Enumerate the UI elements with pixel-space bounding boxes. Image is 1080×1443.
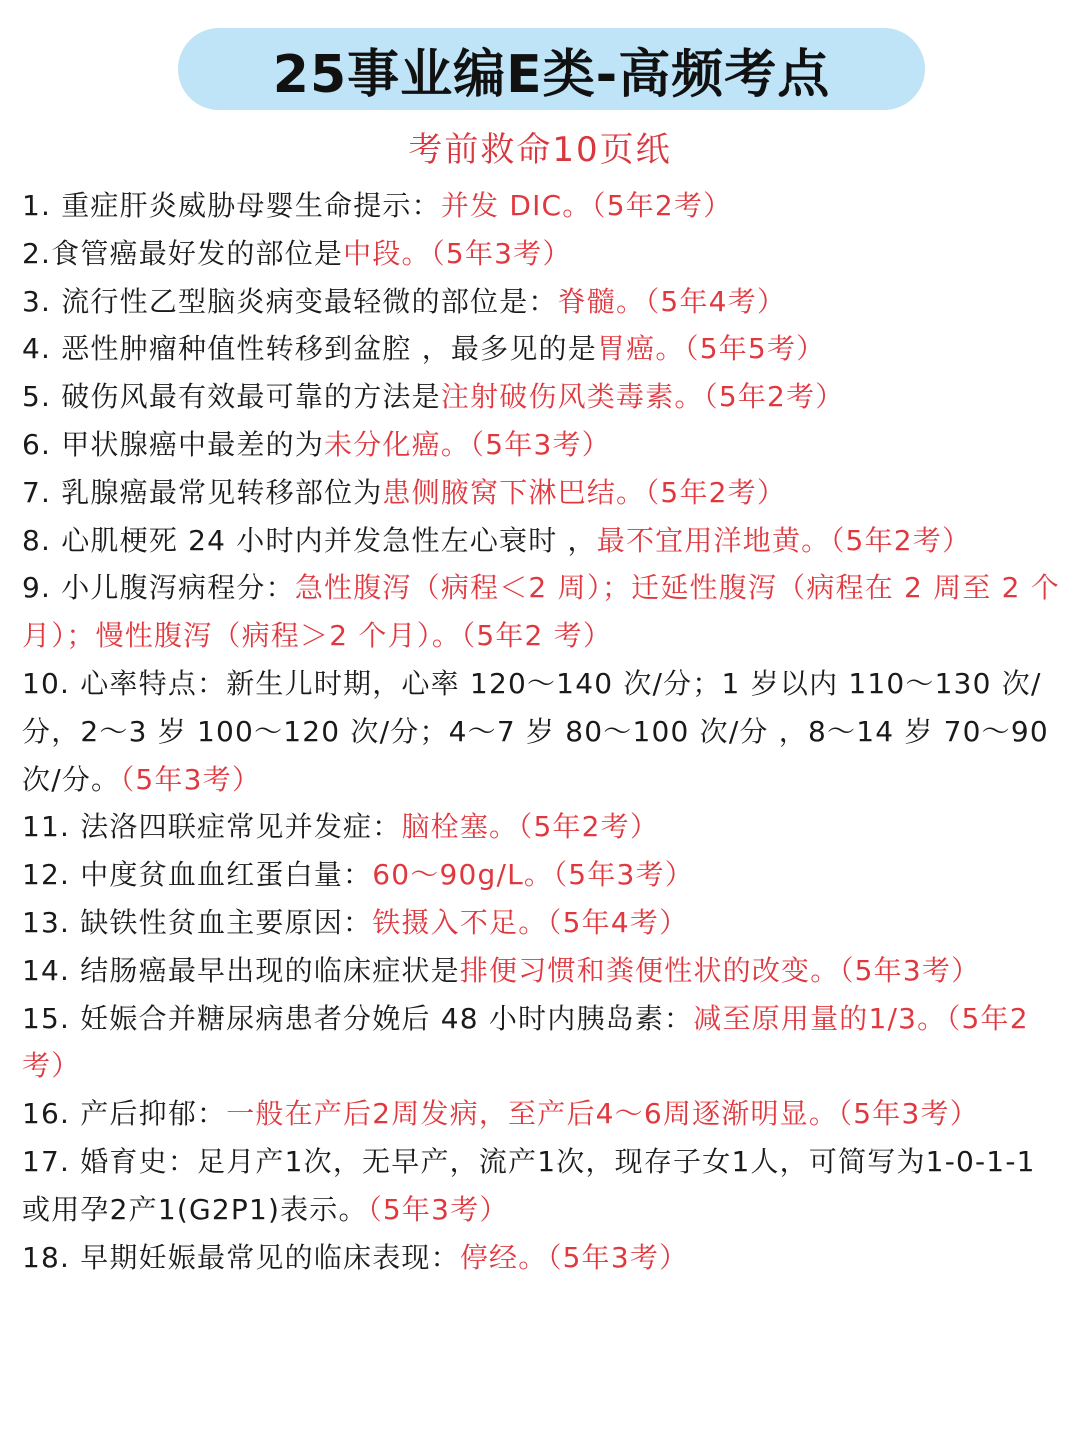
list-item: [22, 851, 1062, 899]
list-item: [22, 325, 1062, 373]
item-answer: 注射破伤风类毒素。（5年2考）: [440, 380, 845, 414]
list-item: [22, 995, 1062, 1091]
item-text: 1. 重症肝炎威胁母婴生命提示：: [22, 189, 441, 222]
list-item: [22, 230, 1062, 278]
item-answer: 最不宜用洋地黄。（5年2考）: [596, 523, 972, 557]
list-item: [22, 803, 1062, 851]
item-text: 5. 破伤风最有效最可靠的方法是: [22, 380, 441, 414]
list-item: [22, 278, 1062, 326]
item-text: 10. 心率特点：新生儿时期，心率 120～140 次/分；1 岁以内 110～130 次/分，2～3 岁 100～120 次/分；4～7 岁 80～100 次/分 ，8～14 岁 70～90 次/分。: [22, 666, 1049, 796]
item-answer: 铁摄入不足。（5年4考）: [372, 905, 689, 939]
item-answer: 脊髓。（5年4考）: [557, 284, 787, 318]
item-answer: 胃癌。（5年5考）: [596, 332, 826, 366]
item-text: 2.食管癌最好发的部位是: [22, 236, 344, 270]
key-points-list: [22, 182, 1062, 1281]
item-answer: 脑栓塞。（5年2考）: [401, 810, 660, 844]
item-text: 17. 婚育史：足月产1次，无早产，流产1次，现存子女1人，可简写为1-0-1-1或用孕2产1(G2P1)表示。: [22, 1144, 1036, 1226]
item-text: 12. 中度贫血血红蛋白量：: [22, 858, 373, 892]
page-title: 25事业编E类-高频考点: [272, 44, 831, 105]
item-text: 18. 早期妊娠最常见的临床表现：: [22, 1240, 460, 1274]
item-text: 14. 结肠癌最早出现的临床症状是: [22, 953, 460, 987]
item-text: 11. 法洛四联症常见并发症：: [22, 810, 402, 844]
list-item: [22, 564, 1062, 660]
item-answer: （5年3考）: [367, 1192, 509, 1226]
list-item: [22, 1138, 1062, 1234]
item-text: 6. 甲状腺癌中最差的为: [22, 427, 325, 461]
item-answer: 排便习惯和粪便性状的改变。（5年3考）: [459, 953, 981, 987]
list-item: [22, 660, 1062, 803]
list-item: [22, 373, 1062, 421]
list-item: [22, 947, 1062, 995]
item-text: 15. 妊娠合并糖尿病患者分娩后 48 小时内胰岛素：: [22, 1001, 694, 1035]
item-answer: 一般在产后2周发病，至产后4～6周逐渐明显。（5年3考）: [226, 1097, 979, 1131]
list-item: [22, 517, 1062, 565]
item-text: 13. 缺铁性贫血主要原因：: [22, 905, 373, 939]
item-text: 16. 产后抑郁：: [22, 1097, 227, 1131]
page-subtitle: 考前救命10页纸: [408, 130, 672, 170]
item-text: 7. 乳腺癌最常见转移部位为: [22, 475, 383, 509]
item-answer: 并发 DIC。（5年2考）: [440, 189, 733, 222]
item-answer: （5年3考）: [120, 762, 262, 796]
list-item: [22, 899, 1062, 947]
item-answer: 中段。（5年3考）: [343, 236, 572, 270]
list-item: [22, 182, 1062, 230]
item-answer: 未分化癌。（5年3考）: [324, 427, 611, 461]
item-answer: 停经。（5年3考）: [459, 1240, 689, 1274]
item-answer: 减至原用量的1/3。（5年2考）: [22, 1001, 1029, 1083]
item-text: 4. 恶性肿瘤种值性转移到盆腔 ，最多见的是: [22, 332, 597, 366]
item-answer: 60～90g/L。（5年3考）: [372, 858, 694, 892]
list-item: [22, 469, 1062, 517]
title-banner: [178, 28, 925, 110]
item-answer: 患侧腋窝下淋巴结。（5年2考）: [382, 475, 787, 509]
list-item: [22, 1090, 1062, 1138]
item-text: 8. 心肌梗死 24 小时内并发急性左心衰时 ，: [22, 523, 597, 557]
item-text: 3. 流行性乙型脑炎病变最轻微的部位是：: [22, 284, 558, 318]
item-text: 9. 小儿腹泻病程分：: [22, 571, 295, 605]
list-item: [22, 421, 1062, 469]
list-item: [22, 1234, 1062, 1282]
item-answer: 急性腹泻（病程＜2 周）；迁延性腹泻（病程在 2 周至 2 个月）；慢性腹泻（病程＞2 个月）。（5年2 考）: [22, 571, 1060, 653]
